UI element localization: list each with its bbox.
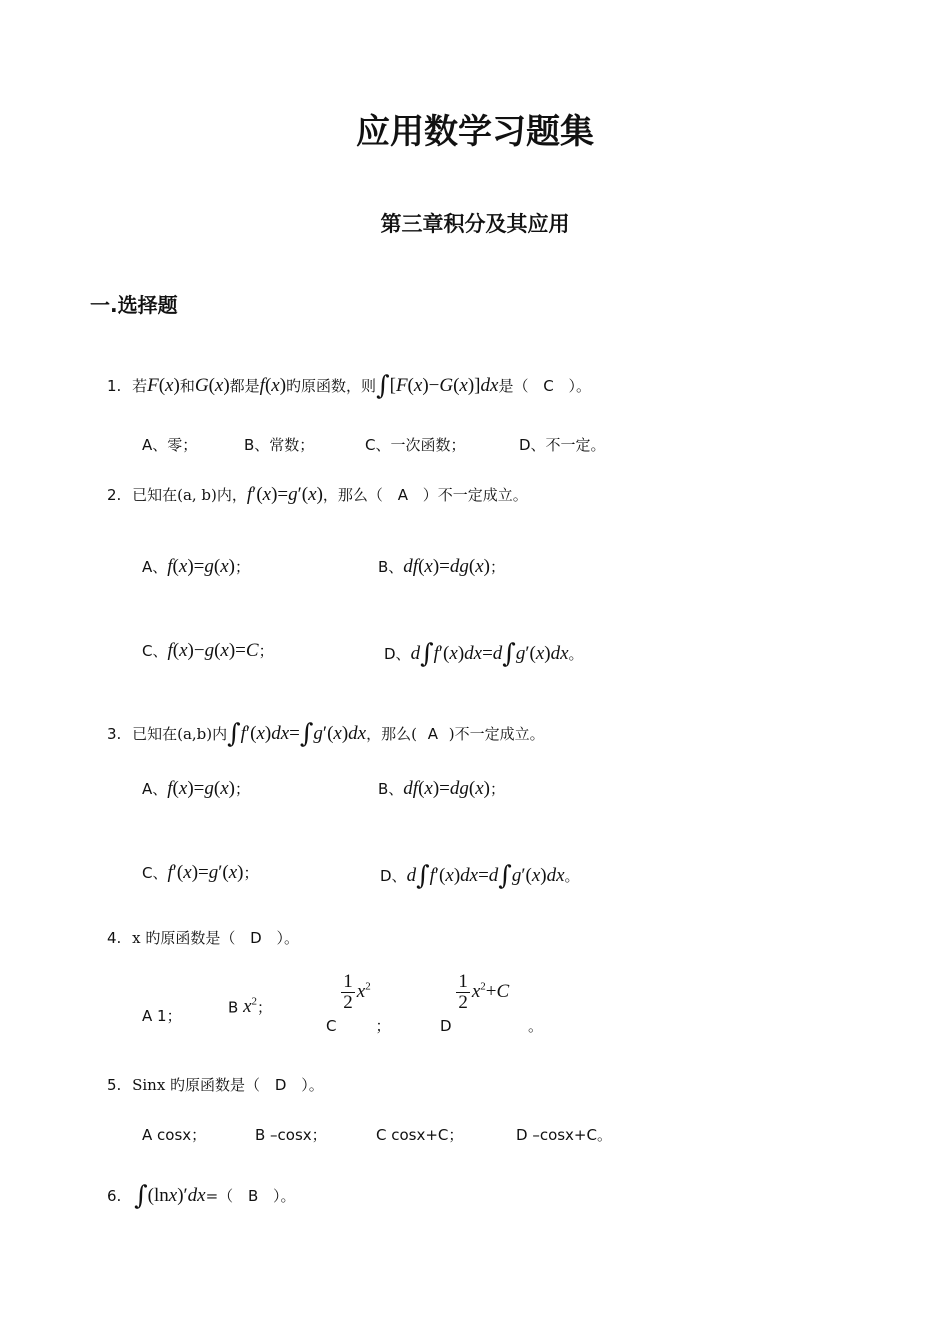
- question-number: 1.: [107, 377, 122, 395]
- document-title: 应用数学习题集: [356, 112, 594, 152]
- q3-option-c: [142, 862, 259, 884]
- question-1: [107, 368, 592, 401]
- math-integral-equality: ∫f′(x)dx=∫g′(x)dx: [227, 719, 367, 749]
- question-text: 是（: [498, 377, 529, 395]
- question-text: ）。: [568, 377, 592, 395]
- math-expression: f(x)=g(x): [167, 778, 235, 799]
- punctuation: ；: [375, 1016, 391, 1035]
- answer: C: [543, 377, 554, 395]
- question-text: 和: [179, 377, 195, 395]
- q2-option-d: [384, 636, 584, 669]
- q3-option-b: [378, 778, 505, 800]
- question-text: x 旳原函数是（: [132, 929, 236, 947]
- fraction-denominator: 2: [343, 992, 353, 1013]
- answer: D: [274, 1076, 287, 1094]
- option-label: B: [228, 998, 239, 1017]
- question-text: 若: [132, 377, 148, 395]
- question-text: 已知在(a,b)内: [132, 725, 228, 743]
- option-label: B、: [378, 558, 404, 576]
- punctuation: ；: [243, 864, 259, 882]
- question-5: [107, 1074, 324, 1095]
- math-integral-ln-derivative: ∫(lnx)′dx: [134, 1181, 206, 1211]
- math-expression: f′(x)=g′(x): [167, 862, 244, 883]
- fraction-numerator: 1: [343, 971, 353, 992]
- q1-option-b: B、常数；: [244, 436, 315, 454]
- punctuation: ；: [257, 998, 273, 1017]
- math-expression: d∫f′(x)dx=d∫g′(x)dx: [410, 639, 569, 669]
- math-expression: df(x)=dg(x): [403, 778, 490, 799]
- answer: B: [247, 1187, 259, 1205]
- math-expression: f(x)−g(x)=C: [167, 640, 259, 661]
- math-expression: f(x)=g(x): [167, 556, 235, 577]
- q5-option-a: A cosx；: [142, 1126, 207, 1144]
- question-number: 6.: [107, 1187, 122, 1205]
- option-label: D、: [384, 645, 411, 663]
- option-label: D: [440, 1016, 452, 1035]
- q5-option-c: C cosx+C；: [376, 1126, 464, 1144]
- math-f-of-x: f(x): [259, 375, 287, 396]
- math-F-of-x: F(x): [147, 375, 180, 396]
- option-label: A、: [142, 780, 168, 798]
- answer: A: [427, 725, 438, 743]
- question-text: ，那么（: [322, 486, 383, 504]
- question-text: Sinx 旳原函数是（: [132, 1076, 261, 1094]
- q3-option-a: [142, 778, 250, 800]
- math-x-squared: $x^2$: [243, 996, 258, 1018]
- question-number: 2.: [107, 486, 122, 504]
- math-integral: ∫[F(x)−G(x)]dx: [376, 371, 499, 401]
- q4-option-c: [326, 971, 391, 1035]
- question-text: ）。: [273, 1187, 296, 1205]
- punctuation: 。: [527, 1016, 543, 1035]
- punctuation: 。: [564, 867, 580, 885]
- punctuation: ；: [234, 558, 250, 576]
- q3-option-d: [380, 858, 580, 891]
- section-heading: 一.选择题: [90, 293, 178, 317]
- q5-option-d: D –cosx+C。: [516, 1126, 612, 1144]
- question-text: 旳原函数，则: [286, 377, 377, 395]
- math-expression: df(x)=dg(x): [403, 556, 490, 577]
- chapter-heading: 第三章积分及其应用: [380, 212, 570, 236]
- math-G-of-x: G(x): [194, 375, 230, 396]
- question-text: ，那么(: [366, 725, 417, 743]
- question-text: =（: [205, 1187, 234, 1205]
- q1-option-d: D、不一定。: [519, 436, 606, 454]
- q1-option-c: C、一次函数；: [365, 436, 466, 454]
- punctuation: ；: [234, 780, 250, 798]
- question-number: 5.: [107, 1076, 122, 1094]
- q4-option-b: [228, 996, 272, 1018]
- question-4: [107, 927, 299, 948]
- answer: D: [250, 929, 262, 947]
- q5-option-b: B –cosx；: [255, 1126, 327, 1144]
- q2-option-c: [142, 640, 274, 662]
- option-label: B、: [378, 780, 404, 798]
- option-label: C、: [142, 864, 168, 882]
- q4-option-d: [440, 971, 543, 1035]
- punctuation: ；: [489, 558, 505, 576]
- question-number: 4.: [107, 929, 122, 947]
- question-3: [107, 716, 545, 749]
- question-text: )不一定成立。: [448, 725, 545, 743]
- q1-option-a: A、零；: [142, 436, 198, 454]
- option-label: C、: [142, 642, 168, 660]
- fraction-numerator: 1: [458, 971, 468, 992]
- question-text: ）。: [276, 929, 299, 947]
- math-half-x-squared: $\frac{1}{2}$ $x^2$: [343, 971, 371, 1013]
- option-label: D、: [380, 867, 407, 885]
- punctuation: ；: [258, 642, 274, 660]
- math-expression: d∫f′(x)dx=d∫g′(x)dx: [406, 861, 565, 891]
- punctuation: 。: [568, 645, 584, 663]
- question-2: [107, 484, 528, 506]
- option-label: A、: [142, 558, 168, 576]
- q4-option-a: A 1；: [142, 1007, 182, 1025]
- punctuation: ；: [489, 780, 505, 798]
- math-half-x-squared-plus-c: $\frac{1}{2}$ $x^2+C$: [458, 971, 510, 1013]
- question-text: 都是: [229, 377, 260, 395]
- question-text: 已知在(a, b)内，: [132, 486, 247, 504]
- fraction-denominator: 2: [458, 992, 468, 1013]
- question-6: [107, 1178, 296, 1211]
- answer: A: [397, 486, 408, 504]
- math-derivative-equality: f′(x)=g′(x): [246, 484, 323, 505]
- option-label: C: [326, 1016, 337, 1035]
- q2-option-b: [378, 556, 505, 578]
- question-text: ）。: [301, 1076, 324, 1094]
- question-number: 3.: [107, 725, 122, 743]
- question-text: ）不一定成立。: [422, 486, 528, 504]
- q2-option-a: [142, 556, 250, 578]
